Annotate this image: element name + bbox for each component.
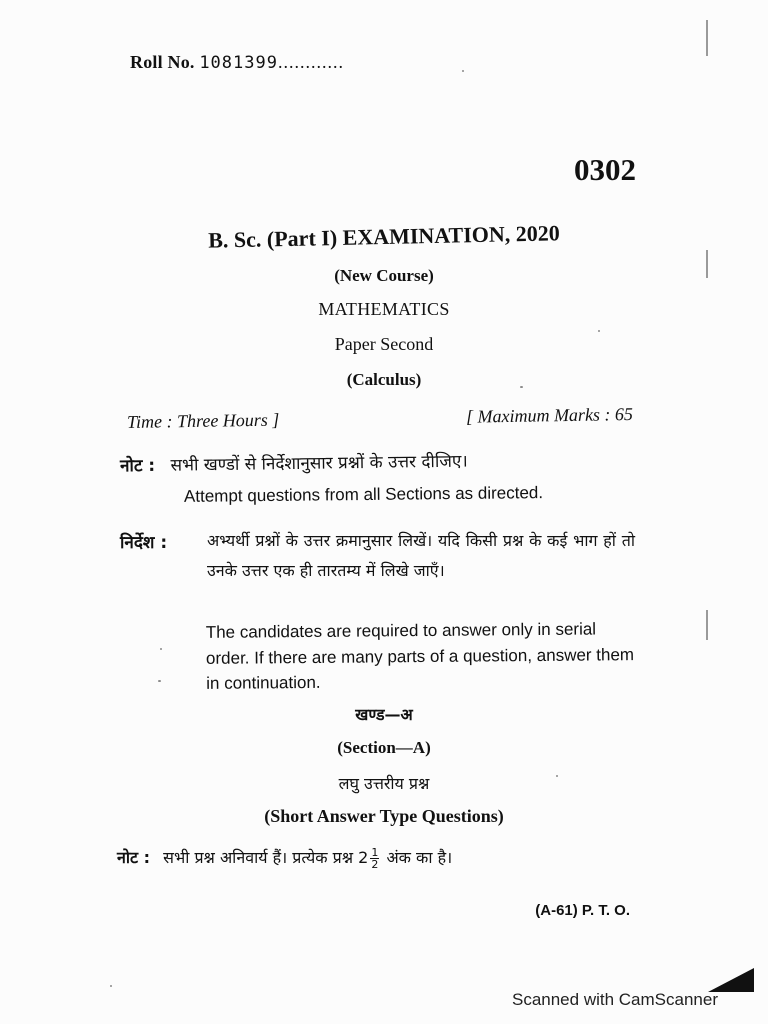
note-label: नोट : xyxy=(119,455,156,477)
instructions-label: निर्देश : xyxy=(120,533,168,553)
scanner-watermark: Scanned with CamScanner xyxy=(511,990,718,1009)
subject-label: MATHEMATICS xyxy=(318,299,450,319)
time-label: Time : Three Hours ] xyxy=(126,409,280,432)
scan-smudge xyxy=(708,968,754,992)
scan-speck xyxy=(110,985,112,987)
marks-fraction xyxy=(370,847,379,870)
scan-edge-mark xyxy=(706,610,708,640)
section-english-heading: (Section—A) xyxy=(337,738,431,757)
topic-label: (Calculus) xyxy=(346,370,422,389)
fraction-numerator: 1 xyxy=(371,846,379,859)
marks-whole: 2 xyxy=(358,848,369,867)
max-marks-label: [ Maximum Marks : 65 xyxy=(465,404,634,427)
roll-number xyxy=(130,52,344,73)
section-hindi-heading: खण्ड—अ xyxy=(355,705,413,724)
scan-speck xyxy=(160,648,162,650)
marks-note-suffix: अंक का है। xyxy=(386,848,453,867)
time-marks-row xyxy=(127,404,633,433)
roll-label: Roll No. xyxy=(130,52,195,72)
roll-dots: ............ xyxy=(277,52,344,72)
instructions-english: The candidates are required to answer only in serial order. If there are many parts of a question, answer them in continuation. xyxy=(205,619,635,693)
scan-speck xyxy=(598,330,600,332)
marks-note xyxy=(117,846,452,870)
marks-note-text: सभी प्रश्न अनिवार्य हैं। प्रत्येक प्रश्न xyxy=(163,848,354,867)
question-type-hindi: लघु उत्तरीय प्रश्न xyxy=(338,774,430,793)
paper-label: Paper Second xyxy=(334,334,434,354)
paper-code: 0302 xyxy=(574,152,636,187)
scan-speck xyxy=(462,70,464,72)
note-hindi-text: सभी खण्डों से निर्देशानुसार प्रश्नों के उत्तर दीजिए। xyxy=(170,451,468,476)
note-hindi xyxy=(120,449,468,477)
page-reference: (A-61) P. T. O. xyxy=(535,902,630,919)
question-type-english: (Short Answer Type Questions) xyxy=(264,806,504,826)
roll-value: 1081399 xyxy=(199,53,278,73)
instructions-hindi: अभ्यर्थी प्रश्नों के उत्तर क्रमानुसार लिखें। यदि किसी प्रश्न के कई भाग हों तो उनके उत्तर एक ही तारतम्य में लिखे जाएँ। xyxy=(207,531,635,580)
marks-note-label: नोट : xyxy=(117,848,151,867)
scan-speck xyxy=(158,680,161,682)
course-label: (New Course) xyxy=(334,266,434,285)
scan-edge-mark xyxy=(706,20,708,56)
note-english-text: Attempt questions from all Sections as directed. xyxy=(183,483,544,506)
exam-title: B. Sc. (Part I) EXAMINATION, 2020 xyxy=(207,220,560,253)
fraction-denominator: 2 xyxy=(371,858,379,871)
